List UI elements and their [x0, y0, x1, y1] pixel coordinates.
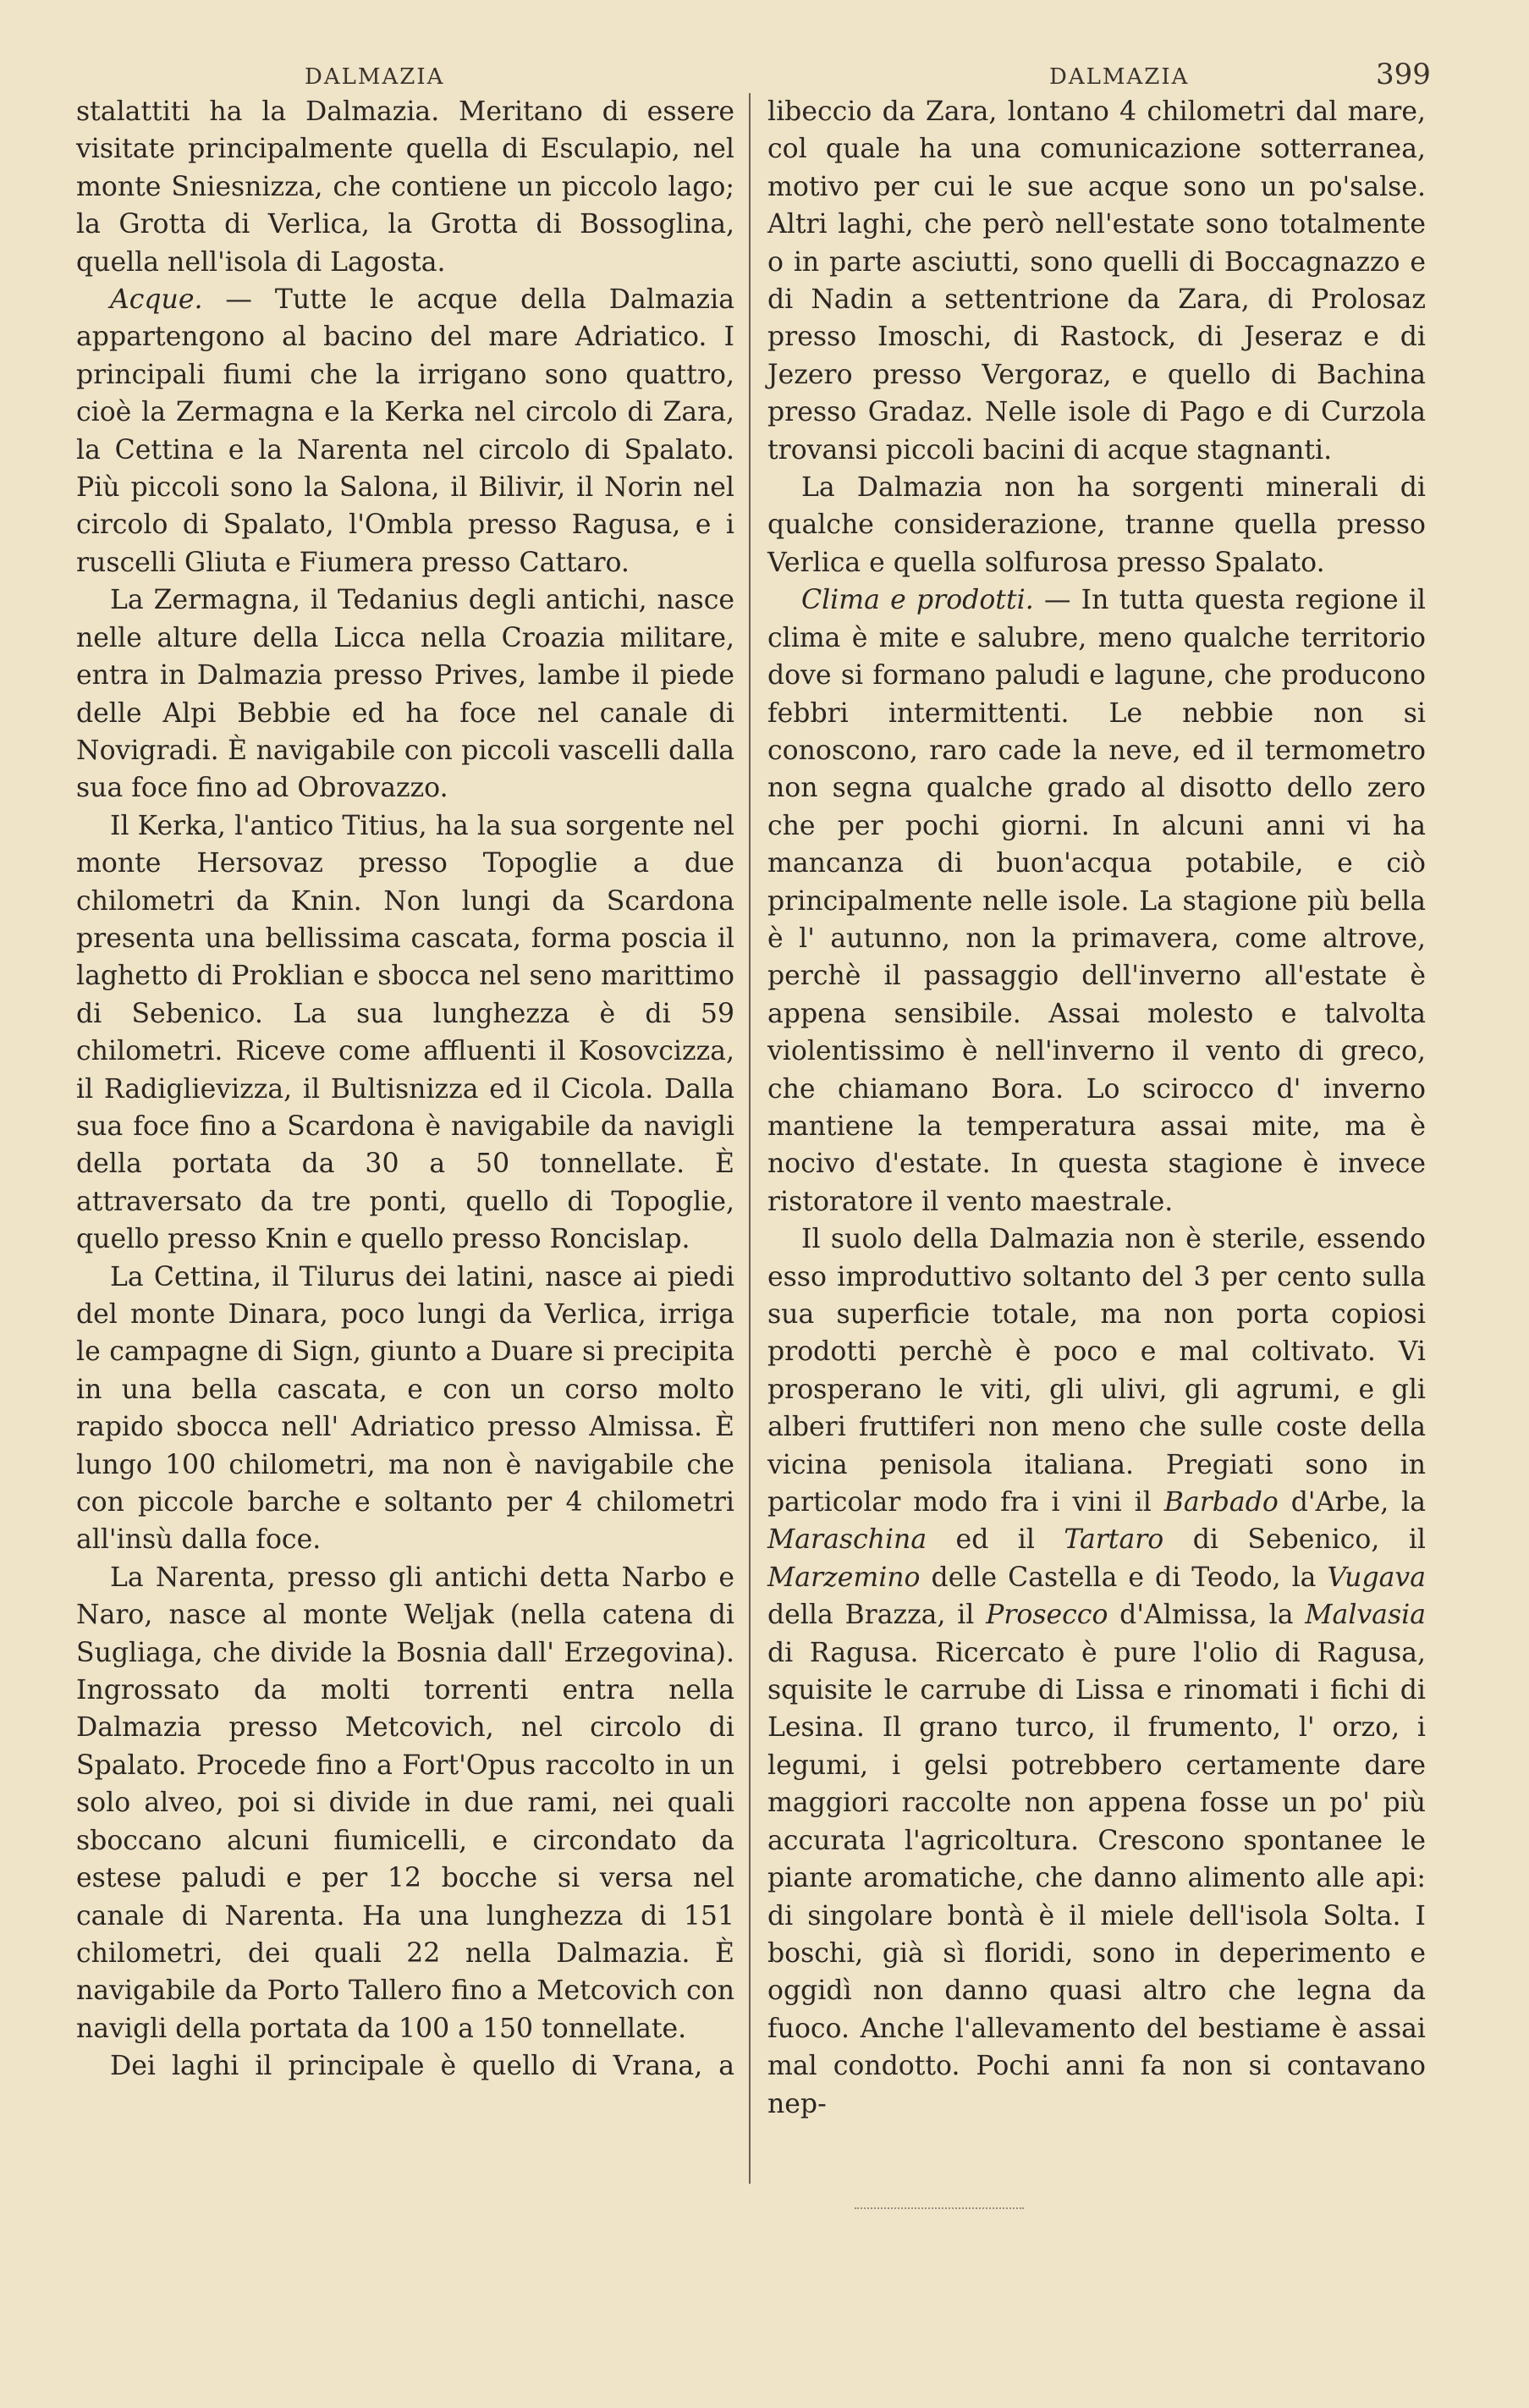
paragraph-zermagna: La Zermagna, il Tedanius degli antichi, nasce nelle alture della Licca nella Croazia militare, entra in Dalmazia presso Prives, lambe il piede delle Alpi Bebbie ed ha foce nel canale di Novigradi. È navigabile con piccoli vascelli dalla sua foce fino ad Obrovazzo.	[76, 585, 734, 804]
paragraph-suolo	[767, 1221, 1426, 2123]
column-divider	[749, 93, 751, 2184]
paragraph-sorgenti: La Dalmazia non ha sorgenti minerali di qualche considerazione, tranne quella presso Verlica e quella solfurosa presso Spalato.	[767, 472, 1426, 578]
page-number: 399	[1376, 58, 1431, 91]
suolo-text-f: della Brazza, il	[767, 1600, 987, 1631]
running-header-right: DALMAZIA	[1049, 64, 1190, 90]
suolo-text-g: d'Almissa, la	[1108, 1600, 1306, 1631]
suolo-text-h: di Ragusa. Ricercato è pure l'olio di Ragusa, squisite le carrube di Lissa e rinomati i fichi di Lesina. Il grano turco, il frumento, l' orzo, i legumi, i gelsi potrebbero certamente dare maggiori raccolte non appena fosse un po' più accurata l'agricoltura. Crescono spontanee le piante aromatiche, che danno alimento alle api: di singolare bontà è il miele dell'isola Solta. I boschi, già sì floridi, sono in deperimento e oggidì non danno quasi altro che legna da fuoco. Anche l'allevamento del bestiame è assai mal condotto. Pochi anni fa non si contavano nep-	[767, 1637, 1426, 2119]
paragraph-acque	[76, 281, 734, 581]
suolo-text-c: ed il	[927, 1524, 1064, 1556]
paragraph-kerka: Il Kerka, l'antico Titius, ha la sua sorgente nel monte Hersovaz presso Topoglie a due chilometri da Knin. Non lungi da Scardona presenta una bellissima cascata, forma poscia il laghetto di Proklian e sbocca nel seno marittimo di Sebenico. La sua lunghezza è di 59 chilometri. Riceve come affluenti il Kosovcizza, il Radiglievizza, il Bultisnizza ed il Cicola. Dalla sua foce fino a Scardona è navigabile da navigli della portata da 30 a 50 tonnellate. È attraversato da tre ponti, quello di Topoglie, quello presso Knin e quello presso Roncislap.	[76, 810, 734, 1255]
wine-name: Vugava	[1327, 1562, 1426, 1593]
paragraph-vrana: libeccio da Zara, lontano 4 chilometri dal mare, col quale ha una comunicazione sotterranea, motivo per cui le sue acque sono un po'salse. Altri laghi, che però nell'estate sono totalmente o in parte asciutti, sono quelli di Boccagnazzo e di Nadin a settentrione da Zara, di Prolosaz presso Imoschi, di Rastock, di Jeseraz e di Jezero presso Vergoraz, e quello di Bachina presso Gradaz. Nelle isole di Pago e di Curzola trovansi piccoli bacini di acque stagnanti.	[767, 96, 1426, 466]
running-header-left: DALMAZIA	[305, 64, 445, 90]
paragraph-narenta: La Narenta, presso gli antichi detta Narbo e Naro, nasce al monte Weljak (nella catena di Sugliaga, che divide la Bosnia dall' Erzegovina). Ingrossato da molti torrenti entra nella Dalmazia presso Metcovich, nel circolo di Spalato. Procede fino a Fort'Opus raccolto in un solo alveo, poi si divide in due rami, nei quali sboccano alcuni fiumicelli, e circondato da estese paludi e per 12 bocche si versa nel canale di Narenta. Ha una lunghezza di 151 chilometri, dei quali 22 nella Dalmazia. È navigabile da Porto Tallero fino a Metcovich con navigli della portata da 100 a 150 tonnellate.	[76, 1562, 734, 2044]
right-column	[767, 93, 1426, 2123]
section-heading-clima: Clima e prodotti.	[801, 585, 1034, 616]
suolo-text-e: delle Castella e di Teodo, la	[920, 1562, 1328, 1593]
wine-name: Malvasia	[1305, 1600, 1426, 1631]
paragraph-laghi: Dei laghi il principale è quello di Vrana, a	[110, 2051, 734, 2082]
section-heading-acque: Acque.	[110, 284, 203, 316]
suolo-text-a: Il suolo della Dalmazia non è sterile, essendo esso improduttivo soltanto del 3 per cento sulla sua superficie totale, ma non porta copiosi prodotti perchè è poco e mal coltivato. Vi prosperano le viti, gli ulivi, gli agrumi, e gli alberi fruttiferi non meno che sulle coste della vicina penisola italiana. Pregiati sono in particolar modo fra i vini il	[767, 1224, 1426, 1518]
paragraph-clima-text: — In tutta questa regione il clima è mite e salubre, meno qualche territorio dove si formano paludi e lagune, che producono febbri intermittenti. Le nebbie non si conoscono, raro cade la neve, ed il termometro non segna qualche grado al disotto dello zero che per pochi giorni. In alcuni anni vi ha mancanza di buon'acqua potabile, e ciò principalmente nelle isole. La stagione più bella è l' autunno, non la primavera, come altrove, perchè il passaggio dell'inverno all'estate è appena sensibile. Assai molesto e talvolta violentissimo è nell'inverno il vento di greco, che chiamano Bora. Lo scirocco d' inverno mantiene la temperatura assai mite, ma è nocivo d'estate. In questa stagione è invece ristoratore il vento maestrale.	[767, 585, 1427, 1217]
wine-name: Prosecco	[986, 1600, 1108, 1631]
left-column	[76, 93, 734, 2086]
wine-name: Barbado	[1163, 1487, 1279, 1518]
wine-name: Maraschina	[767, 1524, 927, 1556]
wine-name: Tartaro	[1064, 1524, 1164, 1556]
paragraph-cettina: La Cettina, il Tilurus dei latini, nasce ai piedi del monte Dinara, poco lungi da Verlica, irriga le campagne di Sign, giunto a Duare si precipita in una bella cascata, e con un corso molto rapido sbocca nell' Adriatico presso Almissa. È lungo 100 chilometri, ma non è navigabile che con piccole barche e soltanto per 4 chilometri all'insù dalla foce.	[76, 1261, 734, 1556]
paragraph-clima	[767, 581, 1426, 1221]
paragraph-grotte: stalattiti ha la Dalmazia. Meritano di essere visitate principalmente quella di Esculapio, nel monte Sniesnizza, che contiene un piccolo lago; la Grotta di Verlica, la Grotta di Bossoglina, quella nell'isola di Lagosta.	[76, 96, 734, 278]
suolo-text-d: di Sebenico, il	[1163, 1524, 1427, 1556]
wine-name: Marzemino	[767, 1562, 921, 1593]
suolo-text-b: d'Arbe, la	[1278, 1487, 1426, 1518]
footer-dash	[855, 2207, 1024, 2211]
paragraph-acque-text: — Tutte le acque della Dalmazia appartengono al bacino del mare Adriatico. I principali fiumi che la irrigano sono quattro, cioè la Zermagna e la Kerka nel circolo di Zara, la Cettina e la Narenta nel circolo di Spalato. Più piccoli sono la Salona, il Bilivir, il Norin nel circolo di Spalato, l'Ombla presso Ragusa, e i ruscelli Gliuta e Fiumera presso Cattaro.	[76, 284, 734, 578]
